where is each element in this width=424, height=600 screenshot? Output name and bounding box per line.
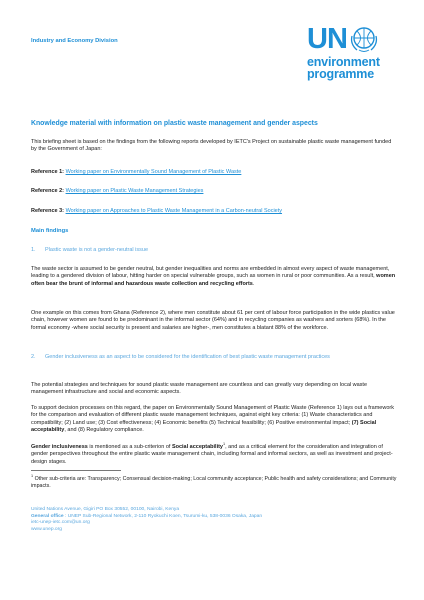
reference-3 [31, 208, 397, 215]
logo-environment-text: environment [307, 55, 380, 69]
division-label: Industry and Economy Division [31, 38, 118, 44]
address-block [31, 507, 397, 533]
finding-number: 1. [31, 247, 36, 253]
finding-2-heading [31, 354, 397, 361]
finding-title: Plastic waste is not a gender-neutral issue [45, 247, 149, 253]
reference-label: Reference 2: [31, 188, 65, 194]
reference-link[interactable]: Working paper on Environmentally Sound Management of Plastic Waste [65, 169, 242, 175]
website-link[interactable]: www.unep.org [31, 526, 62, 532]
main-findings-heading: Main findings [31, 228, 69, 234]
reference-1 [31, 169, 397, 176]
footnote-divider [31, 470, 121, 471]
emphasis: Social acceptability [171, 443, 223, 450]
finding-2-paragraph-3: Gender inclusiveness is mentioned as a sub-criterion of Social acceptability$^1$, and as a critical element for the consideration and integration of gender perspectives throughout the entire plastic waste management chain, including formal and informal sectors, as well as investment and project-design stages. [31, 442, 393, 465]
emphasis: (7) Social acceptability [31, 419, 377, 434]
address-line: General office : UNEP Sub-Regional Network, 2-110 Ryokuchi Koen, Tsurumi-ku, 538-0036 Osaka, Japan [31, 513, 263, 519]
finding-1-heading [31, 247, 397, 254]
intro-paragraph: This briefing sheet is based on the findings from the following reports developed by IETC's Project on sustainable plastic waste management funded by the Government of Japan: [31, 139, 392, 153]
reference-link[interactable]: Working paper on Plastic Waste Management Strategies [65, 188, 204, 194]
emphasis: women often bear the brunt of informal and hazardous waste collection and recycling efforts [31, 273, 396, 287]
finding-title: Gender inclusiveness as an aspect to be considered for the identification of best plastic waste management practices [45, 354, 330, 360]
address-line: United Nations Avenue, Gigiri PO Box 30552, 00100, Nairobi, Kenya [31, 507, 180, 512]
finding-2-paragraph-1: The potential strategies and techniques for sound plastic waste management are countless and can greatly vary depending on local waste management infrastructure and social and economic aspects. [31, 382, 368, 396]
logo-un-text: UN [307, 23, 347, 55]
finding-2-paragraph-2: To support decision processes on this regard, the paper on Environmentally Sound Management of Plastic Waste (Reference 1) lays out a framework for the comparison and evaluation of different plastic waste management techniques, against eight key criteria: (1) Waste characteristics and compatibility; (2) Land use; (3) Cost effectiveness; (4) Economic benefits (5) Technical feasibility; (6) Positive environmental impact; (7) Social acceptability, and (8) Regulatory compliance. [31, 405, 394, 434]
logo-programme-text: programme [307, 67, 374, 81]
reference-label: Reference 3: [31, 208, 65, 214]
email-link[interactable]: ietc-unep-ietc.com@un.org [31, 520, 90, 526]
finding-1-paragraph-1: The waste sector is assumed to be gender neutral, but gender inequalities and norms are embedded in almost every aspect of waste management, leading to a gendered division of labour, hitting harder on special vulnerable groups, such as women in rural or poor communities. As a result, women often bear the brunt of informal and hazardous waste collection and recycling efforts. [31, 266, 396, 287]
reference-label: Reference 1: [31, 169, 65, 175]
reference-link[interactable]: Working paper on Approaches to Plastic Waste Management in a Carbon-neutral Society [65, 208, 283, 214]
footnote-marker[interactable]: 1 [223, 442, 226, 446]
emphasis: Gender inclusiveness [31, 443, 88, 450]
reference-2 [31, 188, 397, 195]
finding-1-paragraph-2: One example on this comes from Ghana (Reference 2), where men constitute about 61 per cent of labour force participation in the wide plastics value chain, however women are found to be predominant in the informal sector (64%) and in recycling companies as washers and sorters (68%). In the formal economy -where social security is present and salaries are higher-, men constitutes a blatant 88% of the workforce. [31, 310, 395, 331]
document-title: Knowledge material with information on plastic waste management and gender aspects [31, 120, 318, 127]
footnote: $^1$ Other sub-criteria are: Transparency; Consensual decision-making; Local community acceptance; Public health and safety considerations; and Community impacts. [31, 474, 397, 489]
unep-logo [307, 23, 399, 84]
finding-number: 2. [31, 354, 36, 360]
